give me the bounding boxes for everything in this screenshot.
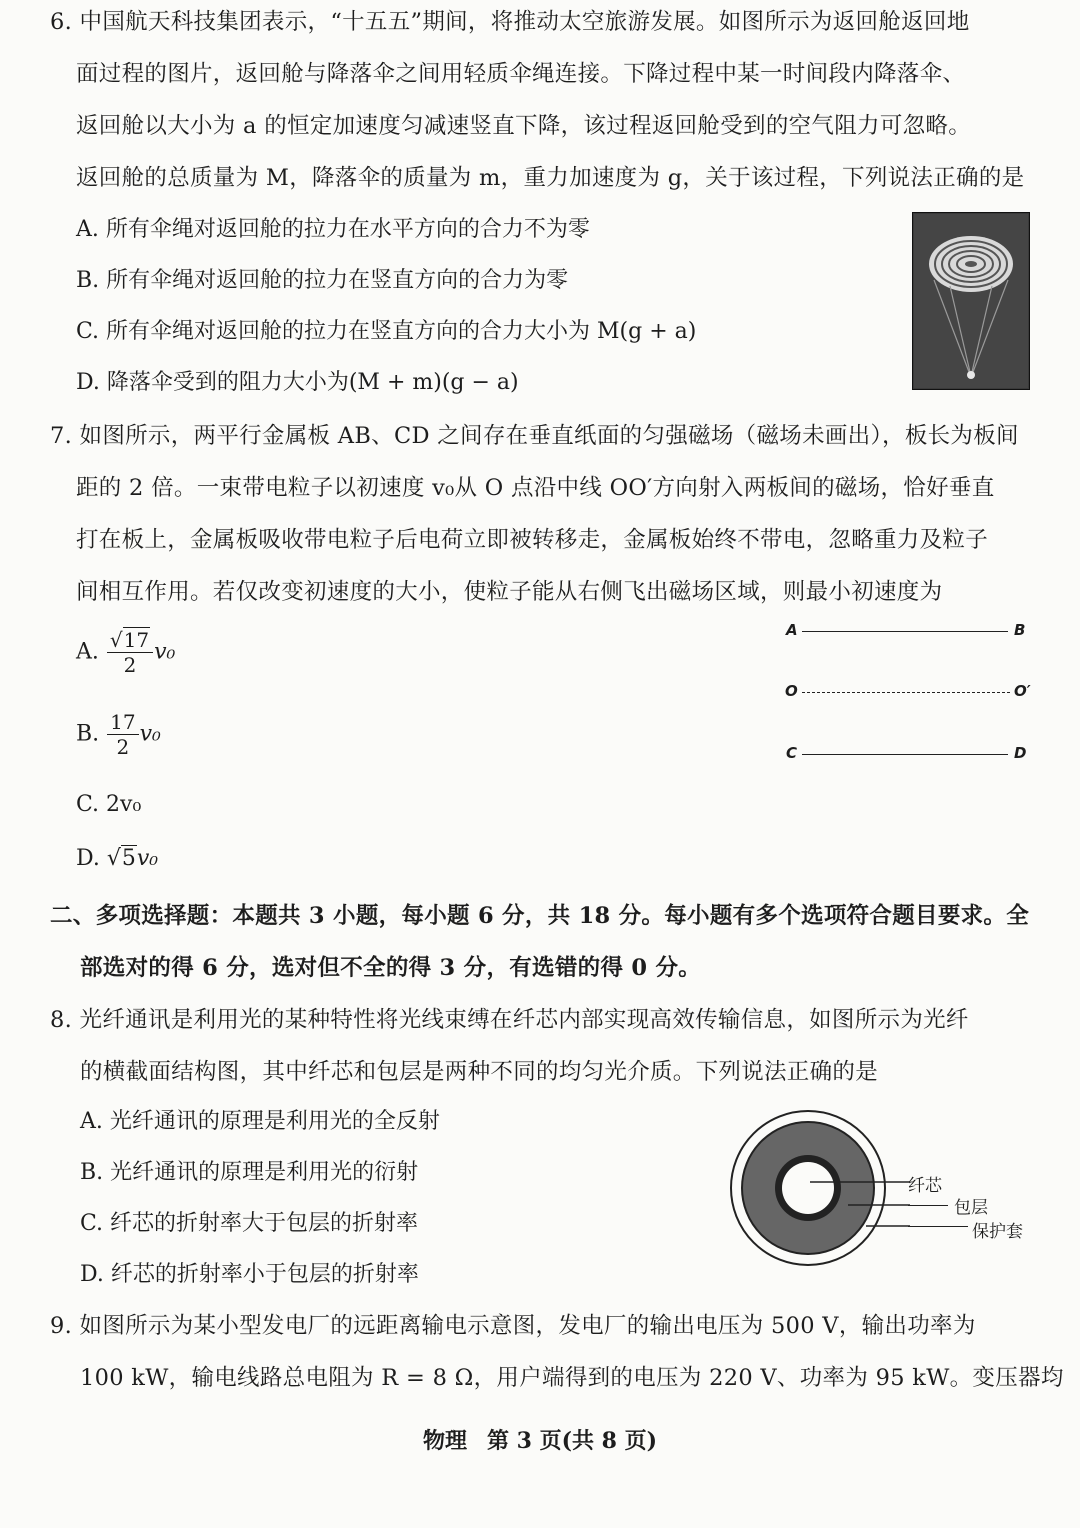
label-d: D bbox=[1014, 744, 1027, 762]
label-c: C bbox=[786, 744, 798, 762]
section-2-line-1: 二、多项选择题：本题共 3 小题，每小题 6 分，共 18 分。每小题有多个选项符合题目要求。全 bbox=[50, 903, 1030, 929]
q9-line-2: 100 kW，输电线路总电阻为 R = 8 Ω，用户端得到的电压为 220 V、功率为 95 kW。变压器均 bbox=[80, 1365, 1064, 1391]
q6-line-4: 返回舱的总质量为 M，降落伞的质量为 m，重力加速度为 g，关于该过程，下列说法正确的是 bbox=[76, 165, 1025, 191]
q8-option-b: B. 光纤通讯的原理是利用光的衍射 bbox=[80, 1160, 419, 1185]
q6-option-c: C. 所有伞绳对返回舱的拉力在竖直方向的合力大小为 M(g + a) bbox=[76, 319, 697, 344]
leader-cladding bbox=[908, 1205, 948, 1206]
label-o: O bbox=[785, 682, 798, 700]
q7-line-4: 间相互作用。若仅改变初速度的大小，使粒子能从右侧飞出磁场区域，则最小初速度为 bbox=[76, 579, 943, 605]
label-o-prime: O′ bbox=[1014, 682, 1031, 700]
q7-option-b: B. $\frac{17}{2}$ v₀ bbox=[76, 710, 161, 759]
q6-line-1: 6. 中国航天科技集团表示，“十五五”期间，将推动太空旅游发展。如图所示为返回舱返回地 bbox=[50, 9, 970, 35]
label-a: A bbox=[786, 621, 798, 639]
q7-line-3: 打在板上，金属板吸收带电粒子后电荷立即被转移走，金属板始终不带电，忽略重力及粒子 bbox=[76, 527, 989, 553]
q8-option-d: D. 纤芯的折射率小于包层的折射率 bbox=[80, 1262, 419, 1287]
label-cladding: 包层 bbox=[954, 1198, 988, 1218]
q6-option-a: A. 所有伞绳对返回舱的拉力在水平方向的合力不为零 bbox=[76, 217, 590, 242]
fiber-cross-section bbox=[720, 1108, 910, 1268]
plate-cd bbox=[802, 754, 1008, 755]
q6-line-2: 面过程的图片，返回舱与降落伞之间用轻质伞绳连接。下降过程中某一时间段内降落伞、 bbox=[76, 61, 966, 87]
parachute-photo bbox=[912, 212, 1030, 390]
q6-option-d: D. 降落伞受到的阻力大小为(M + m)(g − a) bbox=[76, 370, 519, 395]
label-b: B bbox=[1014, 621, 1026, 639]
section-2-line-2: 部选对的得 6 分，选对但不全的得 3 分，有选错的得 0 分。 bbox=[80, 955, 702, 981]
label-jacket: 保护套 bbox=[972, 1222, 1023, 1242]
footer-subject: 物理 bbox=[422, 1428, 467, 1454]
page-footer bbox=[0, 1424, 1080, 1455]
q8-option-a: A. 光纤通讯的原理是利用光的全反射 bbox=[80, 1109, 440, 1134]
leader-jacket bbox=[908, 1226, 968, 1227]
q7-line-2: 距的 2 倍。一束带电粒子以初速度 v₀从 O 点沿中线 OO′方向射入两板间的磁场，恰好垂直 bbox=[76, 475, 995, 501]
q9-line-1: 9. 如图所示为某小型发电厂的远距离输电示意图，发电厂的输出电压为 500 V，输出功率为 bbox=[50, 1313, 976, 1339]
q7-option-a: A. $\frac{√17}{2}$ v₀ bbox=[76, 628, 176, 677]
q6-line-3: 返回舱以大小为 a 的恒定加速度匀减速竖直下降，该过程返回舱受到的空气阻力可忽略。 bbox=[76, 113, 972, 139]
q8-option-c: C. 纤芯的折射率大于包层的折射率 bbox=[80, 1211, 419, 1236]
label-core: 纤芯 bbox=[908, 1176, 942, 1196]
center-line-oo bbox=[802, 692, 1010, 693]
q6-option-b: B. 所有伞绳对返回舱的拉力在竖直方向的合力为零 bbox=[76, 268, 569, 293]
footer-page-number: 第 3 页(共 8 页) bbox=[486, 1428, 658, 1454]
q8-line-1: 8. 光纤通讯是利用光的某种特性将光线束缚在纤芯内部实现高效传输信息，如图所示为光纤 bbox=[50, 1007, 969, 1033]
plate-ab bbox=[802, 631, 1008, 632]
plates-figure bbox=[780, 618, 1040, 768]
q8-line-2: 的横截面结构图，其中纤芯和包层是两种不同的均匀光介质。下列说法正确的是 bbox=[80, 1059, 879, 1085]
q7-option-d: D. √5v₀ bbox=[76, 846, 159, 871]
q7-line-1: 7. 如图所示，两平行金属板 AB、CD 之间存在垂直纸面的匀强磁场（磁场未画出），板长为板间 bbox=[50, 423, 1019, 449]
q7-option-c: C. 2v₀ bbox=[76, 792, 142, 817]
